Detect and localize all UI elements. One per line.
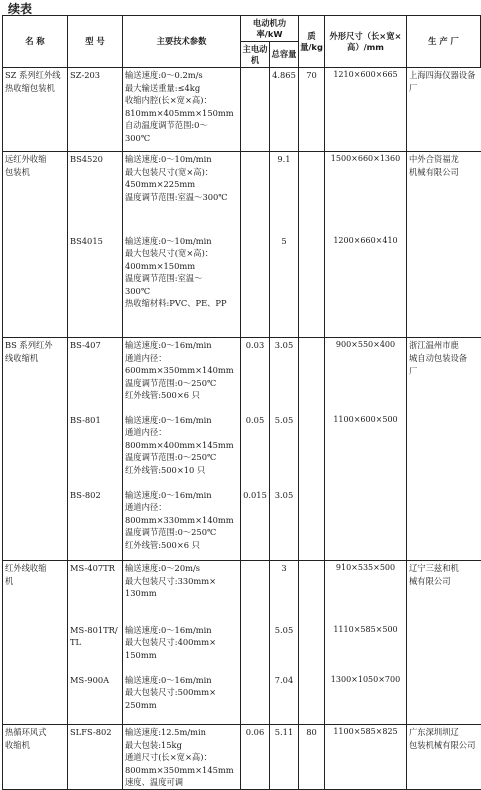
spec-line: 输送速度:0～10m/min (125, 235, 212, 246)
table-row (3, 234, 481, 338)
specs-cell (123, 413, 241, 488)
spec-line: 红外线管:500×6 只 (125, 390, 200, 400)
spec-line: 输送速度:0～16m/min (125, 624, 212, 635)
maker-cell (407, 338, 481, 413)
product-name-line: SZ 系列红外线 (5, 70, 61, 80)
maker-cell (407, 488, 481, 561)
spec-line: 300℃ (125, 285, 151, 296)
model-cell: SLFS-802 (68, 725, 123, 790)
mass-cell (299, 488, 325, 561)
model-cell: SZ-203 (68, 68, 123, 152)
specs-cell (123, 152, 241, 234)
spec-line: 最大包装尺寸:400mm× (125, 637, 217, 647)
model-cell: MS-801TR/ TL (68, 623, 123, 673)
header-power-main: 主电动机 (241, 42, 270, 68)
table-row (3, 623, 481, 673)
power-total-cell: 5.11 (270, 725, 299, 790)
table-row (3, 413, 481, 488)
product-name-line: 远红外收缩 (5, 154, 47, 164)
mass-cell: 80 (299, 725, 325, 790)
spec-line: 600mm×350mm×140mm (125, 365, 234, 375)
dims-cell: 1100×585×825 (325, 725, 407, 790)
product-name-line: 收缩机 (5, 740, 30, 750)
table-row (3, 152, 481, 234)
power-main-cell (241, 68, 270, 152)
maker-line: 械有限公司 (409, 576, 451, 586)
dims-cell: 1500×660×1360 (325, 152, 407, 234)
product-name-line: 红外线收缩 (5, 563, 47, 573)
spec-line: 最大包装尺寸:330mm× (125, 575, 217, 586)
spec-line: 热收缩材料:PVC、PE、PP (125, 298, 227, 308)
maker-cell (407, 234, 481, 338)
maker-line: 上海四海仪器设备 (409, 70, 476, 80)
product-name-line: 热收缩包装机 (5, 83, 55, 93)
spec-line: 450mm×225mm (125, 179, 196, 189)
spec-line: 红外线管:500×6 只 (125, 539, 200, 550)
specs-cell (123, 68, 241, 152)
header-model: 型 号 (68, 16, 123, 68)
product-name-cell (3, 68, 68, 152)
table-row (3, 561, 481, 623)
power-main-cell (241, 673, 270, 725)
model-cell: BS4015 (68, 234, 123, 338)
spec-line: 温度调节范围:0～250℃ (125, 527, 217, 537)
product-name-cell (3, 673, 68, 725)
product-name-cell (3, 488, 68, 561)
mass-cell (299, 623, 325, 673)
product-name-line: 机 (5, 576, 14, 586)
specs-cell (123, 673, 241, 725)
maker-line: 机械有限公司 (409, 167, 459, 177)
model-cell: MS-900A (68, 673, 123, 725)
maker-cell (407, 673, 481, 725)
power-total-cell: 5.05 (270, 413, 299, 488)
power-total-cell: 3.05 (270, 488, 299, 561)
dims-cell (325, 488, 407, 561)
power-total-cell: 4.865 (270, 68, 299, 152)
maker-cell (407, 68, 481, 152)
dims-cell: 1200×660×410 (325, 234, 407, 338)
power-main-cell (241, 152, 270, 234)
table-row (3, 68, 481, 152)
power-total-cell: 5 (270, 234, 299, 338)
product-name-cell (3, 413, 68, 488)
maker-cell (407, 413, 481, 488)
header-mass: 质量/kg (299, 16, 325, 68)
power-main-cell (241, 623, 270, 673)
model-cell: MS-407TR (68, 561, 123, 623)
spec-line: 最大输送重量:≤4kg (125, 82, 201, 93)
table-row (3, 725, 481, 790)
spec-line: 输送速度:0～16m/min (125, 674, 212, 685)
spec-line: 150mm (125, 649, 157, 660)
specs-cell (123, 488, 241, 561)
specs-cell (123, 561, 241, 623)
model-cell: BS-802 (68, 488, 123, 561)
table-row (3, 338, 481, 413)
spec-line: 输送速度:0～0.2m/s (125, 70, 203, 80)
spec-line: 300℃ (125, 132, 151, 143)
spec-line: 自动温度调节范围:0～ (125, 120, 208, 130)
maker-line: 包装机械有限公司 (409, 740, 476, 750)
spec-line: 温度调节范围:0～250℃ (125, 377, 217, 388)
spec-line: 最大包装尺寸:500mm× (125, 687, 217, 697)
dims-cell: 1100×600×500 (325, 413, 407, 488)
product-name-line: BS 系列红外 (5, 340, 53, 350)
product-name-cell (3, 152, 68, 234)
spec-line: 输送速度:0～16m/min (125, 414, 212, 425)
dims-cell: 900×550×400 (325, 338, 407, 413)
power-main-cell (241, 561, 270, 623)
spec-line: 红外线管:500×10 只 (125, 464, 206, 475)
maker-cell (407, 725, 481, 790)
spec-line: 通道内径： (125, 427, 167, 437)
spec-line: 130mm (125, 588, 157, 598)
mass-cell (299, 561, 325, 623)
spec-line: 通道内径： (125, 352, 167, 363)
product-name-cell (3, 725, 68, 790)
product-name-line: 线收缩机 (5, 353, 39, 363)
power-total-cell: 3.05 (270, 338, 299, 413)
spec-line: 最大包装尺寸(宽×高)： (125, 248, 214, 258)
spec-line: 温度调节范围:室温～300℃ (125, 191, 228, 202)
power-main-cell (241, 234, 270, 338)
mass-cell (299, 338, 325, 413)
spec-line: 810mm×405mm×150mm (125, 107, 234, 118)
spec-line: 通道尺寸(长×宽×高)： (125, 752, 212, 762)
page-title: 续表 (8, 2, 33, 16)
spec-line: 速度、温度可调 (125, 777, 184, 787)
maker-line: 城自动包装设备 (409, 353, 468, 363)
power-main-cell: 0.05 (241, 413, 270, 488)
spec-line: 温度调节范围:0～250℃ (125, 452, 217, 462)
power-main-cell: 0.03 (241, 338, 270, 413)
product-name-cell (3, 561, 68, 623)
spec-line: 输送速度:0～16m/min (125, 340, 212, 350)
header-row (3, 16, 481, 42)
product-name-cell (3, 234, 68, 338)
model-cell: BS-801 (68, 413, 123, 488)
spec-line: 250mm (125, 699, 157, 710)
specs-cell (123, 234, 241, 338)
spec-line: 收缩内腔(长×宽×高)： (125, 95, 212, 105)
specs-cell (123, 725, 241, 790)
power-main-cell: 0.015 (241, 488, 270, 561)
header-power: 电动机功率/kW (241, 16, 299, 42)
spec-line: 800mm×330mm×140mm (125, 514, 234, 525)
mass-cell (299, 413, 325, 488)
spec-line: 输送速度:12.5m/min (125, 727, 206, 737)
product-name-line: 热循环风式 (5, 727, 47, 737)
dims-cell: 1300×1050×700 (325, 673, 407, 725)
header-maker: 生 产 厂 (407, 16, 481, 68)
header-dims: 外形尺寸（长×宽×高）/mm (325, 16, 407, 68)
spec-line: 通道内径： (125, 502, 167, 512)
specs-cell (123, 338, 241, 413)
power-total-cell: 5.05 (270, 623, 299, 673)
maker-cell (407, 561, 481, 623)
power-total-cell: 7.04 (270, 673, 299, 725)
spec-line: 最大包装:15kg (125, 739, 182, 750)
maker-line: 浙江温州市鹿 (409, 340, 459, 350)
mass-cell (299, 673, 325, 725)
dims-cell: 1210×600×665 (325, 68, 407, 152)
model-cell: BS4520 (68, 152, 123, 234)
mass-cell (299, 152, 325, 234)
spec-line: 输送速度:0～10m/min (125, 154, 212, 164)
table-row (3, 673, 481, 725)
spec-line: 800mm×400mm×145mm (125, 439, 234, 450)
maker-line: 辽宁三兹和机 (409, 563, 459, 573)
table-body (3, 68, 481, 790)
spec-line: 最大包装尺寸(宽×高)： (125, 166, 214, 177)
spec-line: 输送速度:0～16m/min (125, 489, 212, 500)
spec-line: 输送速度:0～20m/s (125, 563, 201, 573)
mass-cell (299, 234, 325, 338)
model-cell: BS-407 (68, 338, 123, 413)
specs-cell (123, 623, 241, 673)
spec-line: 400mm×150mm (125, 260, 196, 271)
spec-table (2, 15, 481, 790)
product-name-cell (3, 338, 68, 413)
maker-line: 广东深圳圳辽 (409, 727, 459, 737)
power-total-cell: 3 (270, 561, 299, 623)
power-total-cell: 9.1 (270, 152, 299, 234)
dims-cell: 1110×585×500 (325, 623, 407, 673)
spec-line: 800mm×350mm×145mm (125, 764, 234, 775)
header-specs: 主要技术参数 (123, 16, 241, 68)
header-name: 名 称 (3, 16, 68, 68)
maker-cell (407, 152, 481, 234)
mass-cell: 70 (299, 68, 325, 152)
header-power-total: 总容量 (270, 42, 299, 68)
maker-line: 中外合资福龙 (409, 154, 459, 164)
power-main-cell: 0.06 (241, 725, 270, 790)
dims-cell: 910×535×500 (325, 561, 407, 623)
table-row (3, 488, 481, 561)
maker-line: 厂 (409, 83, 418, 93)
maker-cell (407, 623, 481, 673)
spec-line: 温度调节范围:室温～ (125, 273, 203, 283)
product-name-line: 包装机 (5, 167, 30, 177)
maker-line: 厂 (409, 366, 418, 376)
product-name-cell (3, 623, 68, 673)
